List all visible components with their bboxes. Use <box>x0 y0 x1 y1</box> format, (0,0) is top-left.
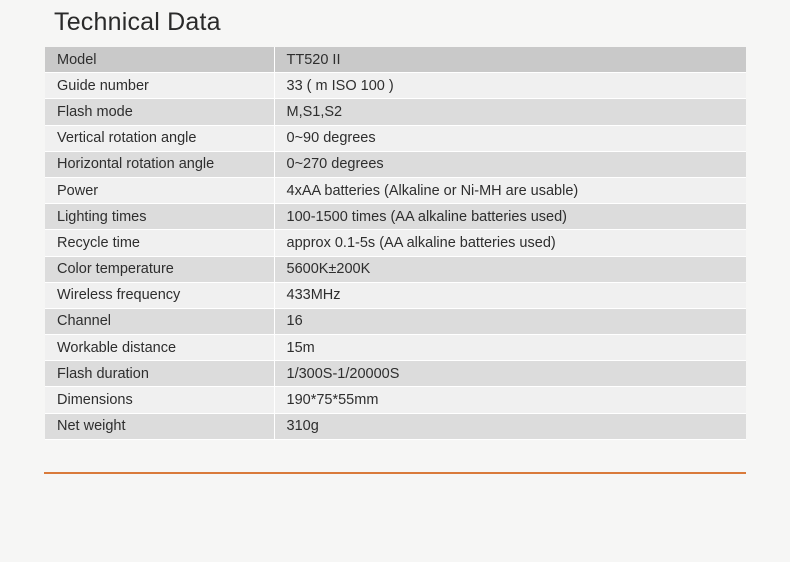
spec-label: Lighting times <box>45 204 274 230</box>
spec-row-power <box>45 177 746 203</box>
spec-value: 4xAA batteries (Alkaline or Ni-MH are usable) <box>274 177 746 203</box>
spec-label: Recycle time <box>45 230 274 256</box>
spec-row-net-weight <box>45 413 746 439</box>
spec-value: 0~90 degrees <box>274 125 746 151</box>
spec-row-lighting-times <box>45 204 746 230</box>
spec-value: approx 0.1-5s (AA alkaline batteries used) <box>274 230 746 256</box>
spec-value: 190*75*55mm <box>274 387 746 413</box>
spec-label: Dimensions <box>45 387 274 413</box>
spec-label: Horizontal rotation angle <box>45 151 274 177</box>
spec-label: Wireless frequency <box>45 282 274 308</box>
spec-label: Net weight <box>45 413 274 439</box>
spec-value: M,S1,S2 <box>274 99 746 125</box>
spec-table <box>45 47 746 440</box>
spec-row-dimensions <box>45 387 746 413</box>
spec-value: 15m <box>274 335 746 361</box>
spec-label: Guide number <box>45 73 274 99</box>
spec-row-model <box>45 47 746 73</box>
spec-value: 100-1500 times (AA alkaline batteries used) <box>274 204 746 230</box>
orange-divider <box>44 472 746 474</box>
spec-value: 16 <box>274 308 746 334</box>
spec-label: Workable distance <box>45 335 274 361</box>
spec-row-channel <box>45 308 746 334</box>
spec-value: 433MHz <box>274 282 746 308</box>
spec-label: Channel <box>45 308 274 334</box>
spec-value: 0~270 degrees <box>274 151 746 177</box>
spec-row-workable-distance <box>45 335 746 361</box>
spec-row-flash-mode <box>45 99 746 125</box>
spec-label: Flash duration <box>45 361 274 387</box>
spec-label: Vertical rotation angle <box>45 125 274 151</box>
spec-table-body <box>45 47 746 439</box>
spec-label: Power <box>45 177 274 203</box>
spec-value: 33 ( m ISO 100 ) <box>274 73 746 99</box>
spec-row-color-temperature <box>45 256 746 282</box>
page-title: Technical Data <box>54 8 221 36</box>
spec-row-flash-duration <box>45 361 746 387</box>
spec-row-guide-number <box>45 73 746 99</box>
spec-label: Color temperature <box>45 256 274 282</box>
spec-label: Flash mode <box>45 99 274 125</box>
spec-value: 1/300S-1/20000S <box>274 361 746 387</box>
spec-label: Model <box>45 47 274 73</box>
spec-value: 310g <box>274 413 746 439</box>
spec-row-wireless-frequency <box>45 282 746 308</box>
spec-row-vertical-rotation <box>45 125 746 151</box>
spec-row-recycle-time <box>45 230 746 256</box>
spec-value: TT520 II <box>274 47 746 73</box>
spec-value: 5600K±200K <box>274 256 746 282</box>
spec-row-horizontal-rotation <box>45 151 746 177</box>
